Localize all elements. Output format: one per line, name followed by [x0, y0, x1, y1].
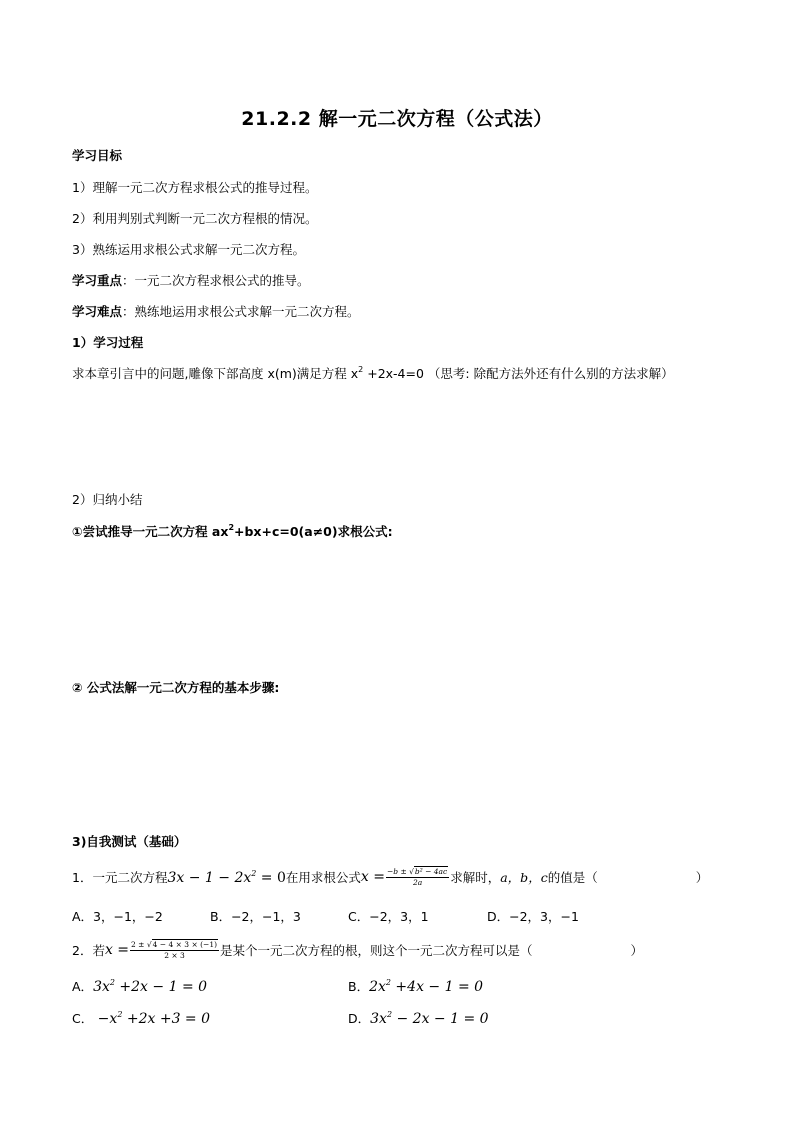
q2-option-b[interactable]: [348, 977, 483, 995]
summary-item1-before: ①尝试推导一元二次方程 ax: [72, 524, 229, 539]
q2-option-c[interactable]: [72, 1009, 210, 1027]
q2-suffix: 是某个一元二次方程的根，则这个一元二次方程可以是（: [220, 943, 533, 958]
q1-eq-b: = 0: [256, 869, 286, 886]
page-title: 21.2.2 解一元二次方程（公式法）: [241, 108, 553, 130]
q1-formula-lhs: x =: [360, 869, 385, 885]
q1-option-c[interactable]: C．−2，3，1: [348, 909, 429, 924]
q2-formula-denominator: 2 × 3: [164, 950, 185, 960]
q1-suffix2: 的值是（: [547, 870, 598, 885]
option-sup: 2: [117, 1010, 123, 1019]
process-question: [72, 364, 674, 382]
objective-item: 2）利用判别式判断一元二次方程根的情况。: [72, 211, 318, 226]
process-sup: 2: [358, 365, 364, 374]
q2-num-a: 2 ±: [131, 940, 147, 949]
option-sup: 2: [386, 1010, 393, 1019]
summary-heading: 2）归纳小结: [72, 492, 143, 507]
self-test-heading: 3)自我测试（基础）: [72, 834, 187, 849]
q1-formula-denominator: 2a: [412, 877, 423, 887]
q1-num-sqrt: b² − 4ac: [414, 867, 448, 876]
q1-formula-numerator: −b ± √b² − 4ac: [386, 867, 448, 876]
option-label: A．: [72, 979, 94, 994]
q1-option-d[interactable]: D．−2，3，−1: [487, 909, 579, 924]
summary-item-1: [72, 522, 393, 540]
option-rest: +2x − 1 = 0: [114, 979, 208, 995]
q2-formula-numerator: 2 ± √4 − 4 × 3 × (−1): [131, 940, 218, 949]
summary-item1-sup: 2: [228, 523, 235, 532]
summary-item1-after: +bx+c=0(a≠0)求根公式:: [234, 524, 393, 539]
question-2: [72, 935, 643, 965]
question-1: [72, 862, 708, 892]
key-point: [72, 271, 310, 289]
q1-option-b[interactable]: B．−2，−1，3: [210, 909, 301, 924]
q2-formula-fraction: [130, 941, 219, 959]
summary-item-2: ② 公式法解一元二次方程的基本步骤:: [72, 680, 280, 695]
option-term: 2x: [369, 979, 386, 995]
q2-formula-lhs: x =: [104, 942, 130, 958]
key-point-text: ：一元二次方程求根公式的推导。: [122, 273, 310, 288]
objectives-heading: 学习目标: [72, 148, 123, 163]
process-text-after: +2x-4=0 （思考: 除配方法外还有什么别的方法求解）: [363, 366, 674, 381]
q2-prefix: 2．若: [72, 943, 105, 958]
q1-equation: [167, 869, 285, 886]
q2-option-d[interactable]: [348, 1009, 489, 1027]
option-term: −x: [93, 1011, 118, 1027]
q1-suffix: 求解时，: [450, 870, 501, 885]
q1-prefix: 1．一元二次方程: [72, 870, 168, 885]
option-label: D．: [348, 1011, 371, 1026]
option-rest: − 2x − 1 = 0: [392, 1011, 489, 1027]
option-label: C．: [72, 1011, 94, 1026]
difficulty-point: [72, 302, 360, 320]
q1-option-a[interactable]: A．3，−1，−2: [72, 909, 163, 924]
option-rest: +2x +3 = 0: [122, 1011, 211, 1027]
q2-close: ）: [630, 943, 644, 958]
difficulty-label: 学习难点: [72, 304, 123, 319]
key-point-label: 学习重点: [72, 273, 123, 288]
q1-num-a: −b ±: [386, 867, 410, 876]
q1-eq-a: 3x − 1 − 2x: [167, 869, 252, 886]
difficulty-text: ：熟练地运用求根公式求解一元二次方程。: [122, 304, 360, 319]
option-sup: 2: [385, 978, 391, 987]
objective-item: 1）理解一元二次方程求根公式的推导过程。: [72, 180, 318, 195]
process-heading: 1）学习过程: [72, 335, 144, 350]
q2-option-a[interactable]: [72, 977, 207, 995]
option-sup: 2: [109, 978, 115, 987]
option-label: B．: [348, 979, 370, 994]
q2-num-sqrt: 4 − 4 × 3 × (−1): [152, 940, 218, 949]
q1-vars: a，b，c: [500, 870, 548, 885]
option-rest: +4x − 1 = 0: [390, 979, 484, 995]
option-term: 3x: [93, 979, 110, 995]
objective-item: 3）熟练运用求根公式求解一元二次方程。: [72, 242, 305, 257]
option-term: 3x: [370, 1011, 387, 1027]
q1-middle: 在用求根公式: [285, 870, 361, 885]
q1-close: ）: [695, 870, 709, 885]
process-text-before: 求本章引言中的问题,雕像下部高度 x(m)满足方程 x: [72, 366, 359, 381]
q1-formula-fraction: [386, 868, 449, 886]
q1-eq-sup: 2: [251, 868, 257, 878]
